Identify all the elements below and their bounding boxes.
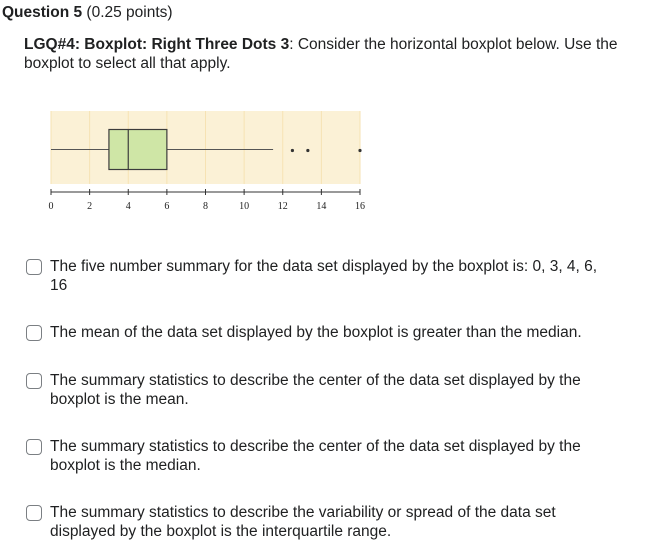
x-tick-label-1: 2 — [87, 201, 93, 212]
x-tick-label-2: 4 — [125, 201, 131, 212]
choice-1-label: The five number summary for the data set displayed by the boxplot is: 0, 3, 4, 6, 16 — [50, 258, 598, 294]
choice-5-label: The summary statistics to describe the variability or spread of the data set displayed by the boxplot is the interquartile range. — [50, 504, 556, 540]
x-tick-label-0: 0 — [48, 201, 54, 212]
choice-5[interactable] — [26, 503, 610, 541]
x-tick-label-4: 8 — [203, 201, 208, 212]
question-prompt — [24, 35, 634, 73]
prompt-text: : Consider the horizontal boxplot below. Use the boxplot to select all that apply. — [24, 36, 618, 72]
x-tick-label-5: 10 — [239, 201, 250, 212]
choice-1-checkbox[interactable] — [26, 259, 42, 275]
x-tick-label-8: 16 — [355, 201, 365, 212]
question-header — [2, 4, 173, 22]
x-tick-label-3: 6 — [164, 201, 170, 212]
x-tick-label-7: 14 — [316, 201, 327, 212]
choice-3-label: The summary statistics to describe the center of the data set displayed by the boxplot is the mean. — [50, 372, 581, 408]
outlier-point-3 — [358, 149, 361, 152]
choice-3[interactable] — [26, 371, 610, 409]
question-points: (0.25 points) — [86, 4, 173, 21]
box-iqr — [109, 130, 167, 170]
outlier-point-2 — [306, 149, 309, 152]
choice-2-checkbox[interactable] — [26, 325, 42, 341]
boxplot-chart — [40, 108, 380, 218]
outlier-point-1 — [291, 149, 294, 152]
choice-2[interactable] — [26, 323, 610, 342]
choice-4[interactable] — [26, 437, 610, 475]
boxplot-figure — [40, 108, 380, 218]
choice-4-label: The summary statistics to describe the center of the data set displayed by the boxplot is the median. — [50, 438, 581, 474]
choice-5-checkbox[interactable] — [26, 505, 42, 521]
choice-3-checkbox[interactable] — [26, 373, 42, 389]
choice-2-label: The mean of the data set displayed by the boxplot is greater than the median. — [50, 324, 582, 341]
question-title: Question 5 — [2, 4, 83, 21]
choice-1[interactable] — [26, 257, 610, 295]
x-tick-label-6: 12 — [277, 201, 288, 212]
choice-4-checkbox[interactable] — [26, 439, 42, 455]
prompt-heading: LGQ#4: Boxplot: Right Three Dots 3 — [24, 36, 290, 53]
